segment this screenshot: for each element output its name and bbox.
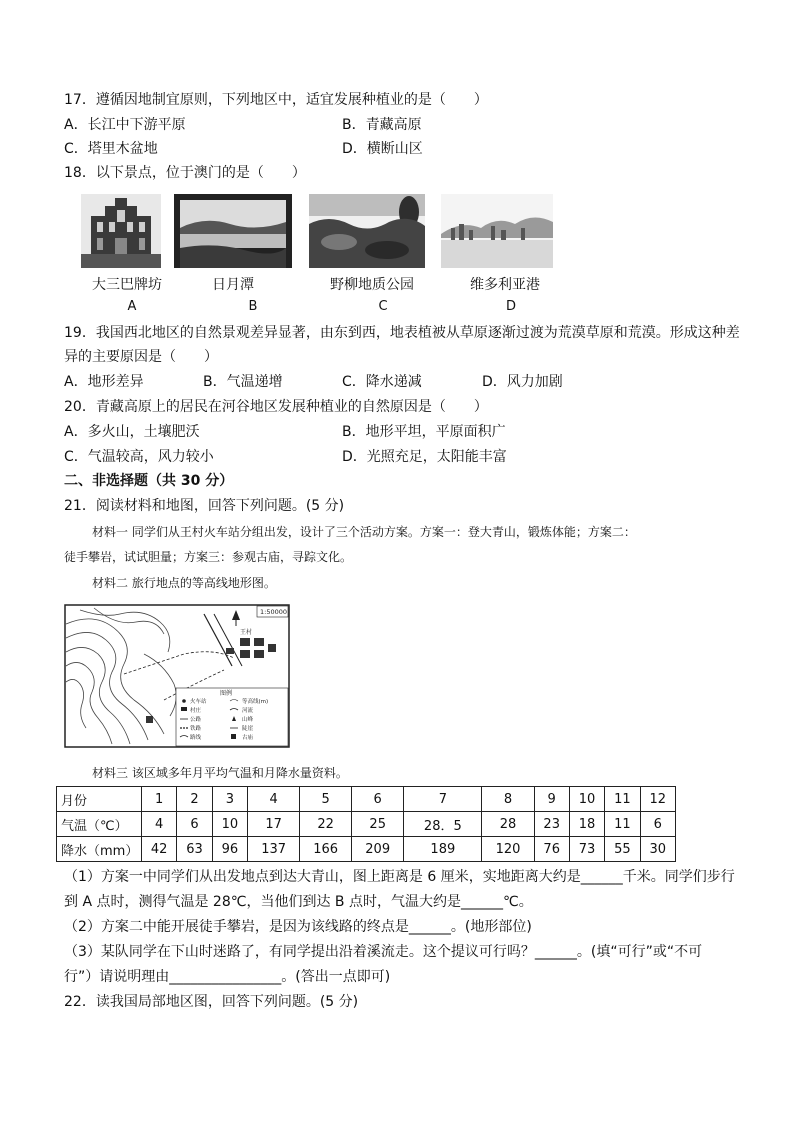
table-cell: 11	[605, 812, 640, 837]
q17-stem: 17．遵循因地制宜原则，下列地区中，适宜发展种植业的是（ ）	[64, 92, 488, 108]
legend-cliff: 陡崖	[242, 726, 254, 732]
table-cell: 63	[177, 837, 212, 862]
q21-sub2: （2）方案二中能开展徒手攀岩，是因为该线路的终点是______。(地形部位)	[64, 919, 532, 935]
q19-stem-line2: 异的主要原因是（ ）	[64, 349, 218, 365]
q19-option-a: A．地形差异	[64, 374, 144, 390]
legend-river: 河流	[242, 708, 254, 714]
q19-stem-line1: 19．我国西北地区的自然景观差异显著，由东到西，地表植被从草原逐渐过渡为荒漠草原和荒漠。形成这种差	[64, 325, 740, 341]
q19-option-c: C．降水递减	[342, 374, 422, 390]
table-cell: 6	[640, 812, 675, 837]
map-village-label: 王村	[240, 629, 253, 636]
table-cell: 10	[569, 787, 604, 812]
table-cell: 6	[177, 812, 212, 837]
q20-option-d: D．光照充足，太阳能丰富	[342, 449, 507, 465]
table-cell: 10	[212, 812, 247, 837]
table-cell: 12	[640, 787, 675, 812]
q20-stem: 20．青藏高原上的居民在河谷地区发展种植业的自然原因是（ ）	[64, 399, 488, 415]
table-cell: 4	[248, 787, 300, 812]
q22-stem: 22．读我国局部地区图，回答下列问题。(5 分)	[64, 994, 359, 1010]
map-scale: 1:50000	[260, 608, 288, 616]
picture-ruins-of-st-pauls	[81, 194, 161, 268]
table-cell: 2	[177, 787, 212, 812]
table-cell: 6	[352, 787, 404, 812]
table-cell: 55	[605, 837, 640, 862]
table-cell: 7	[404, 787, 482, 812]
q18-caption-a: 大三巴牌坊	[92, 277, 162, 293]
table-cell: 17	[248, 812, 300, 837]
table-cell: 42	[142, 837, 177, 862]
contour-map	[64, 604, 290, 748]
table-row-label: 气温（℃）	[57, 812, 142, 837]
table-cell: 5	[300, 787, 352, 812]
q17-option-b: B．青藏高原	[342, 117, 422, 133]
q18-letter-a: A	[127, 299, 137, 314]
table-cell: 96	[212, 837, 247, 862]
table-row-temperature	[57, 812, 676, 837]
q20-option-c: C．气温较高，风力较小	[64, 449, 214, 465]
table-cell: 4	[142, 812, 177, 837]
q17-option-a: A．长江中下游平原	[64, 117, 186, 133]
table-cell: 8	[482, 787, 534, 812]
q18-letter-c: C	[378, 299, 388, 314]
q18-caption-c: 野柳地质公园	[330, 277, 414, 293]
legend-station: 火车站	[190, 699, 207, 705]
table-cell: 209	[352, 837, 404, 862]
q21-sub1-line1: （1）方案一中同学们从出发地点到达大青山，图上距离是 6 厘米，实地距离大约是______千米。同学们步行	[64, 869, 735, 885]
table-cell: 30	[640, 837, 675, 862]
table-cell: 18	[569, 812, 604, 837]
q21-sub3-line1: （3）某队同学在下山时迷路了，有同学提出沿着溪流走。这个提议可行吗？______。(填“可行”或“不可	[64, 944, 703, 960]
picture-sun-moon-lake	[174, 194, 292, 268]
table-cell: 23	[534, 812, 569, 837]
q20-option-b: B．地形平坦，平原面积广	[342, 424, 506, 440]
picture-yehliu-geopark	[309, 194, 425, 268]
table-cell: 3	[212, 787, 247, 812]
legend-contour: 等高线(m)	[242, 699, 269, 705]
table-row-month	[57, 787, 676, 812]
table-row-precipitation	[57, 837, 676, 862]
q18-stem: 18．以下景点，位于澳门的是（ ）	[64, 165, 306, 181]
table-cell: 22	[300, 812, 352, 837]
legend-temple: 古庙	[242, 735, 254, 741]
table-cell: 189	[404, 837, 482, 862]
legend-peak: 山峰	[242, 717, 254, 723]
q17-option-c: C．塔里木盆地	[64, 141, 158, 157]
table-cell: 11	[605, 787, 640, 812]
q18-caption-b: 日月潭	[212, 277, 254, 293]
q18-letter-b: B	[248, 299, 258, 314]
q18-caption-d: 维多利亚港	[470, 277, 540, 293]
climate-table	[56, 786, 676, 862]
legend-road: 公路	[190, 717, 202, 723]
table-row-label: 月份	[57, 787, 142, 812]
table-cell: 1	[142, 787, 177, 812]
table-cell: 137	[248, 837, 300, 862]
table-row-label: 降水（mm）	[57, 837, 142, 862]
table-cell: 9	[534, 787, 569, 812]
legend-railway: 铁路	[190, 726, 202, 732]
picture-victoria-harbour	[441, 194, 553, 268]
q20-option-a: A．多火山，土壤肥沃	[64, 424, 200, 440]
legend-route: 路线	[190, 735, 202, 741]
q21-material1-line1: 材料一 同学们从王村火车站分组出发，设计了三个活动方案。方案一：登大青山，锻炼体能；方案二：	[92, 525, 636, 539]
table-cell: 25	[352, 812, 404, 837]
q21-sub3-line2: 行”）请说明理由________________。(答出一点即可)	[64, 969, 391, 985]
table-cell: 120	[482, 837, 534, 862]
q17-option-d: D．横断山区	[342, 141, 423, 157]
q21-material2: 材料二 旅行地点的等高线地形图。	[92, 576, 276, 590]
q19-option-b: B．气温递增	[203, 374, 283, 390]
q18-letter-d: D	[505, 299, 516, 314]
table-cell: 28	[482, 812, 534, 837]
map-legend-title: 图例	[220, 690, 233, 697]
q21-sub1-line2: 到 A 点时，测得气温是 28℃，当他们到达 B 点时，气温大约是______℃。	[64, 894, 533, 910]
section-title: 二、非选择题（共 30 分）	[64, 473, 234, 489]
q21-stem: 21．阅读材料和地图，回答下列问题。(5 分)	[64, 498, 345, 514]
table-cell: 76	[534, 837, 569, 862]
q21-material1-line2: 徒手攀岩，试试胆量；方案三：参观古庙，寻踪文化。	[64, 550, 353, 564]
q21-material3: 材料三 该区域多年月平均气温和月降水量资料。	[92, 766, 348, 780]
table-cell: 73	[569, 837, 604, 862]
legend-village: 村庄	[190, 708, 202, 714]
table-cell: 166	[300, 837, 352, 862]
table-cell: 28．5	[404, 812, 482, 837]
q19-option-d: D．风力加剧	[482, 374, 563, 390]
